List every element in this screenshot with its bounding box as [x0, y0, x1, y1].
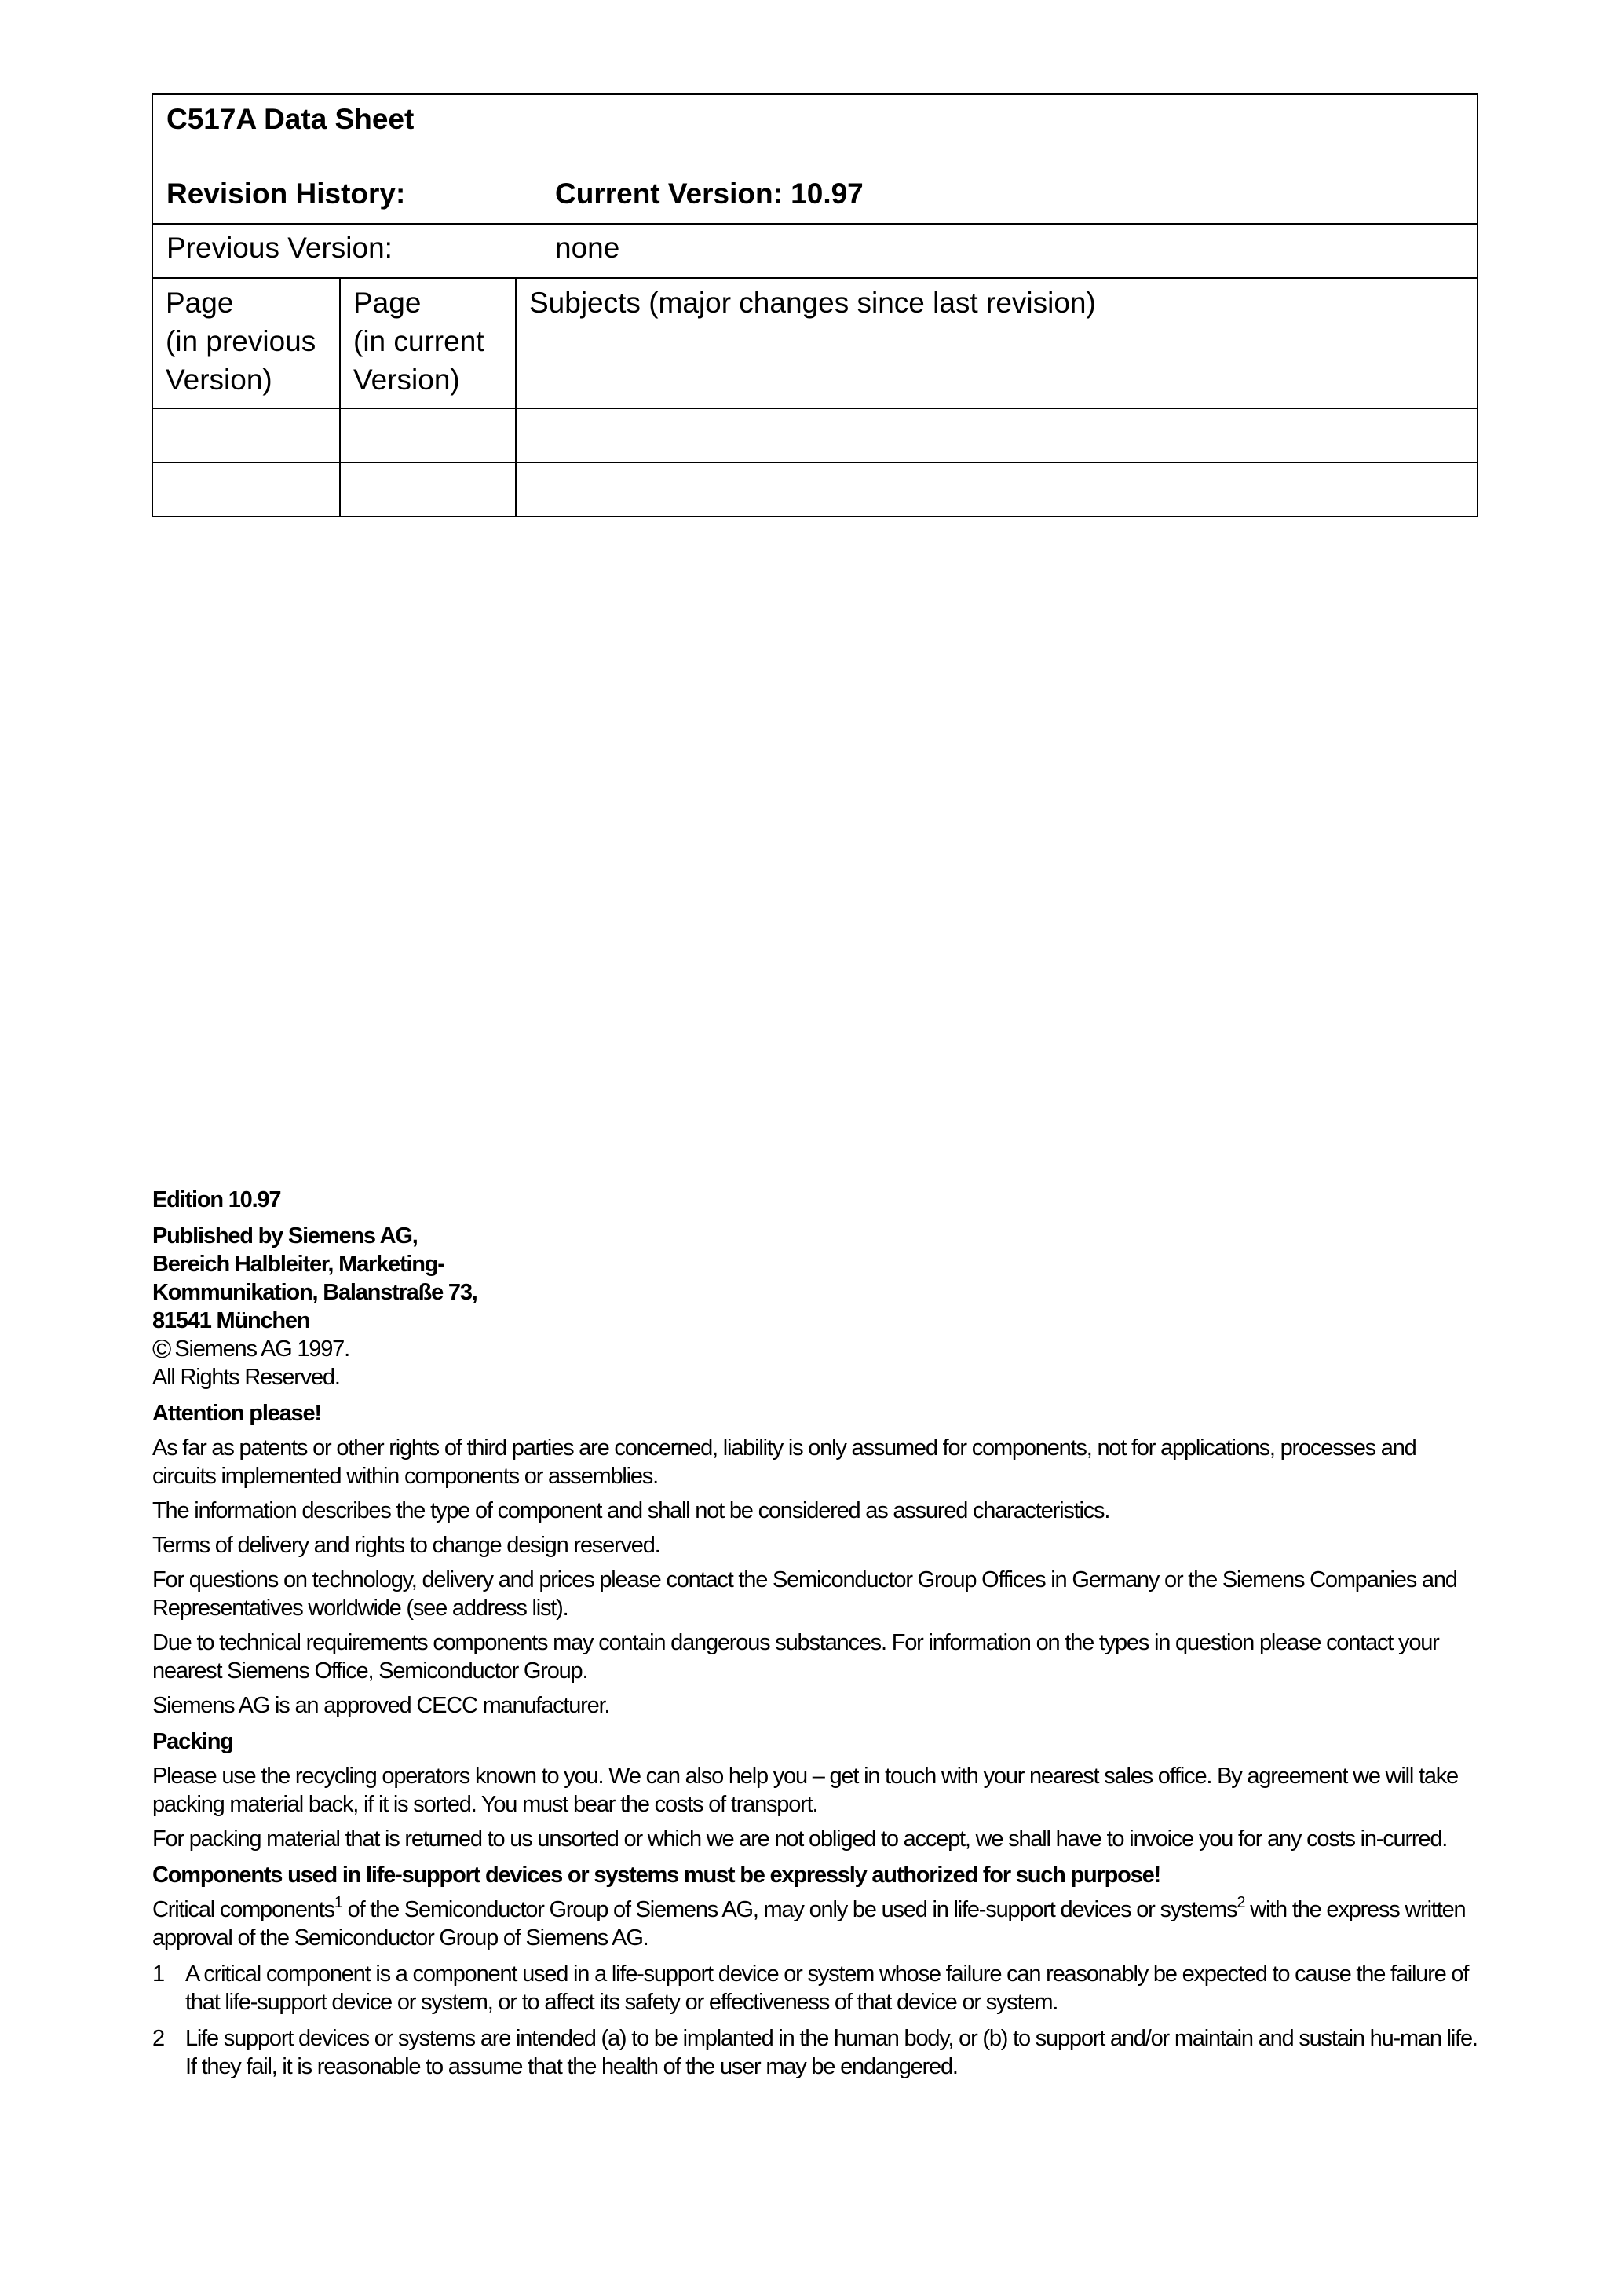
column-header-line: Version)	[353, 364, 460, 396]
copyright-icon: ©	[152, 1334, 172, 1363]
column-header-subjects: Subjects (major changes since last revision)	[529, 287, 1096, 319]
column-header-page-current	[341, 279, 517, 408]
revision-column-headers	[153, 279, 1477, 409]
life-support-heading: Components used in life-support devices or systems must be expressly authorized for such purpose!	[152, 1863, 1160, 1888]
column-header-line: Version)	[166, 364, 272, 396]
packing-heading: Packing	[152, 1729, 233, 1754]
attention-paragraph: Siemens AG is an approved CECC manufacturer.	[152, 1693, 610, 1718]
previous-version-value: none	[555, 232, 620, 264]
attention-paragraph: For questions on technology, delivery and prices please contact the Semiconductor Group Offices in Germany or the Siemens Companies and Representatives worldwide (see address list).	[152, 1567, 1457, 1621]
publisher-line: Bereich Halbleiter, Marketing-	[152, 1252, 444, 1277]
column-header-line: Page	[166, 287, 234, 319]
revision-history-table	[152, 93, 1478, 517]
publisher-line: 81541 München	[152, 1308, 310, 1333]
life-support-paragraph	[152, 1896, 1479, 1952]
table-cell	[153, 409, 341, 462]
edition-label: Edition 10.97	[152, 1187, 281, 1212]
current-version: Current Version: 10.97	[555, 177, 864, 210]
table-cell	[341, 463, 517, 516]
table-cell	[517, 409, 1477, 462]
attention-paragraph: Terms of delivery and rights to change design reserved.	[152, 1533, 660, 1558]
packing-paragraph: Please use the recycling operators known to you. We can also help you – get in touch with your nearest sales office. By agreement we will take packing material back, if it is sorted. You must bear the costs of transport.	[152, 1764, 1458, 1817]
legal-notice-section	[152, 1186, 1479, 2081]
document-title: C517A Data Sheet	[166, 103, 415, 135]
attention-paragraph: As far as patents or other rights of third parties are concerned, liability is only assumed for components, not for applications, processes and circuits implemented within components or assemblies.	[152, 1435, 1416, 1489]
packing-paragraph: For packing material that is returned to us unsorted or which we are not obliged to accept, we shall have to invoice you for any costs in-curred.	[152, 1826, 1448, 1852]
life-support-text: with the express written approval of the Semiconductor Group of Siemens AG.	[152, 1897, 1466, 1951]
column-header-page-previous	[153, 279, 341, 408]
table-cell	[341, 409, 517, 462]
footnote	[152, 1960, 1479, 2016]
previous-version-row	[153, 225, 1477, 279]
footnote-text: A critical component is a component used in a life-support device or system whose failure can reasonably be expected to cause the failure of that life-support device or system, or to affect its safety or effectiveness of that device or system.	[185, 1961, 1469, 2015]
publisher-line: Published by Siemens AG,	[152, 1223, 418, 1249]
table-cell	[517, 463, 1477, 516]
attention-paragraph: The information describes the type of component and shall not be considered as assured characteristics.	[152, 1498, 1110, 1523]
table-cell	[153, 463, 341, 516]
publisher-address	[152, 1222, 1479, 1335]
footnote-text: Life support devices or systems are intended (a) to be implanted in the human body, or (b) to support and/or maintain and sustain hu-man life. If they fail, it is reasonable to assume that the health of the user may be endangered.	[185, 2026, 1478, 2079]
copyright-text: Siemens AG 1997.	[174, 1336, 349, 1362]
revision-history-label: Revision History:	[166, 177, 406, 210]
attention-paragraph: Due to technical requirements components may contain dangerous substances. For information on the types in question please contact your nearest Siemens Office, Semiconductor Group.	[152, 1630, 1439, 1684]
footnote-ref: 2	[1237, 1894, 1245, 1911]
table-row	[153, 409, 1477, 463]
previous-version-label: Previous Version:	[166, 232, 393, 264]
footnote	[152, 2024, 1479, 2081]
copyright-line	[152, 1335, 1479, 1363]
footnote-number: 1	[152, 1961, 164, 1987]
table-row	[153, 463, 1477, 516]
life-support-text: Critical components	[152, 1897, 334, 1922]
column-header-line: (in current	[353, 325, 484, 357]
footnote-number: 2	[152, 2026, 164, 2051]
attention-heading: Attention please!	[152, 1401, 321, 1426]
life-support-text: of the Semiconductor Group of Siemens AG, may only be used in life-support devices or systems	[342, 1897, 1237, 1922]
column-header-line: Page	[353, 287, 422, 319]
publisher-line: Kommunikation, Balanstraße 73,	[152, 1280, 477, 1305]
rights-text: All Rights Reserved.	[152, 1365, 340, 1390]
footnote-ref: 1	[334, 1894, 342, 1911]
revision-table-header	[153, 95, 1477, 225]
column-header-line: (in previous	[166, 325, 316, 357]
